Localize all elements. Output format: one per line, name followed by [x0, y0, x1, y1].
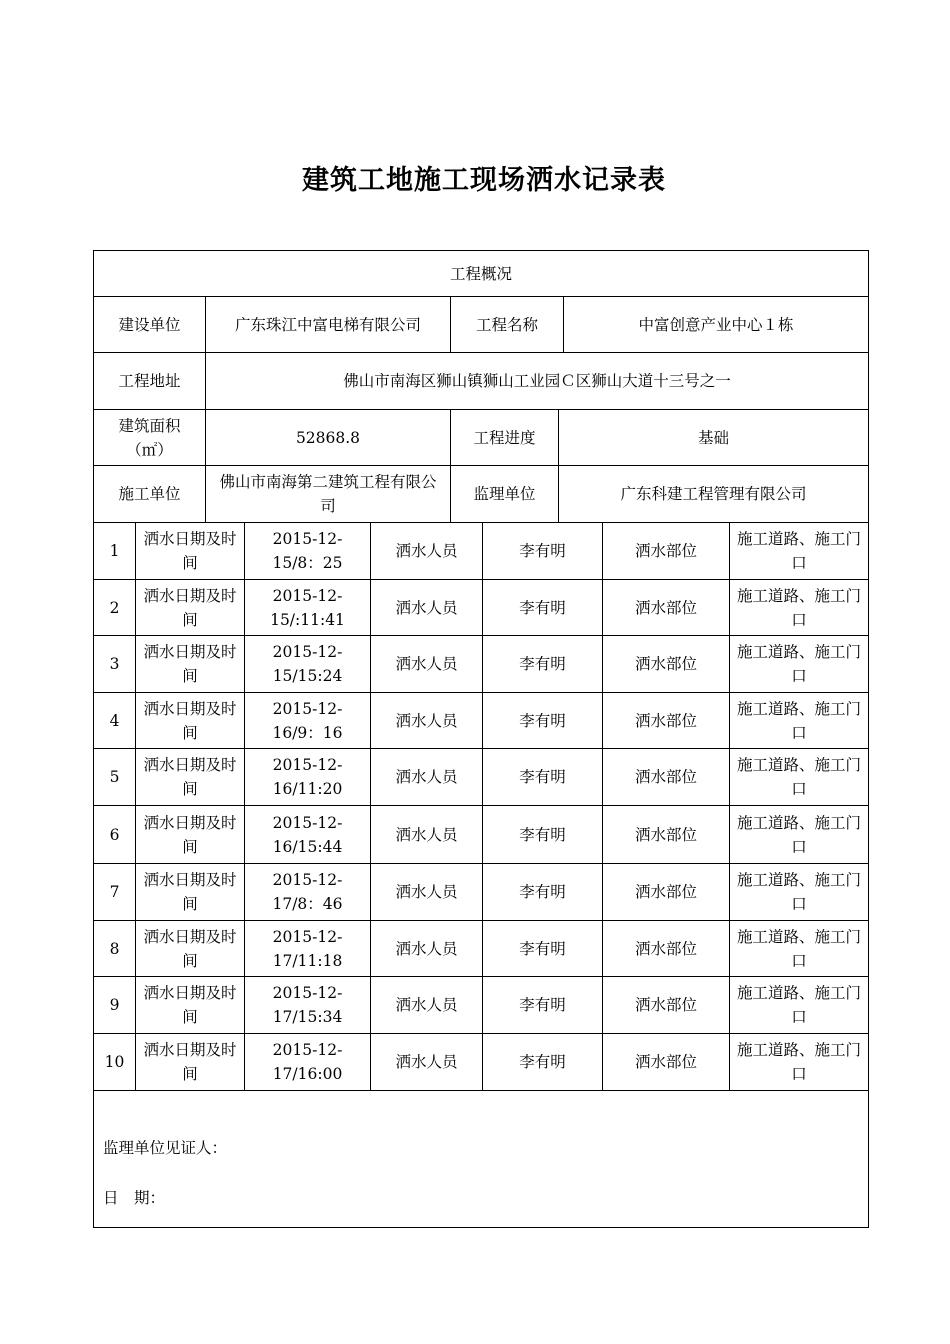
project-name-label: 工程名称 — [451, 297, 564, 353]
record-date-label: 洒水日期及时间 — [136, 693, 245, 749]
record-person-label: 洒水人员 — [371, 1034, 483, 1091]
record-person: 李有明 — [483, 1034, 603, 1091]
record-date-label: 洒水日期及时间 — [136, 636, 245, 693]
progress-value: 基础 — [559, 410, 868, 466]
record-datetime: 2015-12-17/16:00 — [245, 1034, 371, 1091]
record-no: 4 — [94, 693, 136, 749]
record-area-label: 洒水部位 — [603, 1034, 730, 1091]
record-area-label: 洒水部位 — [603, 864, 730, 921]
record-person: 李有明 — [483, 523, 603, 580]
record-area-label: 洒水部位 — [603, 580, 730, 636]
record-area: 施工道路、施工门口 — [730, 806, 868, 864]
record-person-label: 洒水人员 — [371, 921, 483, 977]
record-no: 7 — [94, 864, 136, 921]
record-area-label: 洒水部位 — [603, 806, 730, 864]
record-no: 3 — [94, 636, 136, 693]
contractor-value: 佛山市南海第二建筑工程有限公司 — [206, 466, 451, 523]
record-no: 10 — [94, 1034, 136, 1091]
record-area-label: 洒水部位 — [603, 921, 730, 977]
supervisor-value: 广东科建工程管理有限公司 — [559, 466, 868, 523]
record-no: 9 — [94, 977, 136, 1034]
record-date-label: 洒水日期及时间 — [136, 749, 245, 806]
record-area: 施工道路、施工门口 — [730, 864, 868, 921]
record-area: 施工道路、施工门口 — [730, 523, 868, 580]
address-value: 佛山市南海区狮山镇狮山工业园Ｃ区狮山大道十三号之一 — [206, 353, 868, 410]
record-person-label: 洒水人员 — [371, 749, 483, 806]
overview-header: 工程概况 — [94, 251, 868, 297]
record-person: 李有明 — [483, 864, 603, 921]
record-area: 施工道路、施工门口 — [730, 693, 868, 749]
record-date-label: 洒水日期及时间 — [136, 523, 245, 580]
record-person-label: 洒水人员 — [371, 523, 483, 580]
record-area: 施工道路、施工门口 — [730, 636, 868, 693]
record-no: 6 — [94, 806, 136, 864]
record-datetime: 2015-12-17/15:34 — [245, 977, 371, 1034]
area-label: 建筑面积（㎡） — [94, 410, 206, 466]
record-area: 施工道路、施工门口 — [730, 977, 868, 1034]
record-datetime: 2015-12-16/11:20 — [245, 749, 371, 806]
sprinkling-record-table — [93, 250, 869, 1228]
record-datetime: 2015-12-15/8：25 — [245, 523, 371, 580]
record-datetime: 2015-12-16/15:44 — [245, 806, 371, 864]
record-no: 8 — [94, 921, 136, 977]
record-person: 李有明 — [483, 580, 603, 636]
record-datetime: 2015-12-15/:11:41 — [245, 580, 371, 636]
record-person: 李有明 — [483, 806, 603, 864]
record-person: 李有明 — [483, 921, 603, 977]
owner-label: 建设单位 — [94, 297, 206, 353]
record-area-label: 洒水部位 — [603, 693, 730, 749]
record-person-label: 洒水人员 — [371, 864, 483, 921]
record-area-label: 洒水部位 — [603, 977, 730, 1034]
record-person-label: 洒水人员 — [371, 580, 483, 636]
progress-label: 工程进度 — [451, 410, 559, 466]
record-person-label: 洒水人员 — [371, 693, 483, 749]
record-person-label: 洒水人员 — [371, 806, 483, 864]
area-value: 52868.8 — [206, 410, 451, 466]
record-person-label: 洒水人员 — [371, 636, 483, 693]
record-area: 施工道路、施工门口 — [730, 580, 868, 636]
record-datetime: 2015-12-16/9：16 — [245, 693, 371, 749]
record-datetime: 2015-12-17/8：46 — [245, 864, 371, 921]
record-person: 李有明 — [483, 636, 603, 693]
record-area: 施工道路、施工门口 — [730, 749, 868, 806]
record-no: 5 — [94, 749, 136, 806]
owner-value: 广东珠江中富电梯有限公司 — [206, 297, 451, 353]
record-no: 2 — [94, 580, 136, 636]
record-person: 李有明 — [483, 749, 603, 806]
record-area-label: 洒水部位 — [603, 749, 730, 806]
record-person-label: 洒水人员 — [371, 977, 483, 1034]
record-area-label: 洒水部位 — [603, 523, 730, 580]
record-date-label: 洒水日期及时间 — [136, 580, 245, 636]
record-person: 李有明 — [483, 977, 603, 1034]
record-date-label: 洒水日期及时间 — [136, 806, 245, 864]
contractor-label: 施工单位 — [94, 466, 206, 523]
witness-label: 监理单位见证人： — [103, 1139, 228, 1157]
project-name-value: 中富创意产业中心１栋 — [564, 297, 868, 353]
footer-date-label: 日 期： — [103, 1189, 166, 1207]
record-date-label: 洒水日期及时间 — [136, 864, 245, 921]
footer-sign-area — [94, 1091, 868, 1227]
record-date-label: 洒水日期及时间 — [136, 921, 245, 977]
record-area: 施工道路、施工门口 — [730, 921, 868, 977]
record-area-label: 洒水部位 — [603, 636, 730, 693]
record-person: 李有明 — [483, 693, 603, 749]
record-date-label: 洒水日期及时间 — [136, 1034, 245, 1091]
record-date-label: 洒水日期及时间 — [136, 977, 245, 1034]
address-label: 工程地址 — [94, 353, 206, 410]
document-title: 建筑工地施工现场洒水记录表 — [302, 165, 666, 196]
supervisor-label: 监理单位 — [451, 466, 559, 523]
record-datetime: 2015-12-17/11:18 — [245, 921, 371, 977]
record-no: 1 — [94, 523, 136, 580]
record-datetime: 2015-12-15/15:24 — [245, 636, 371, 693]
record-area: 施工道路、施工门口 — [730, 1034, 868, 1091]
